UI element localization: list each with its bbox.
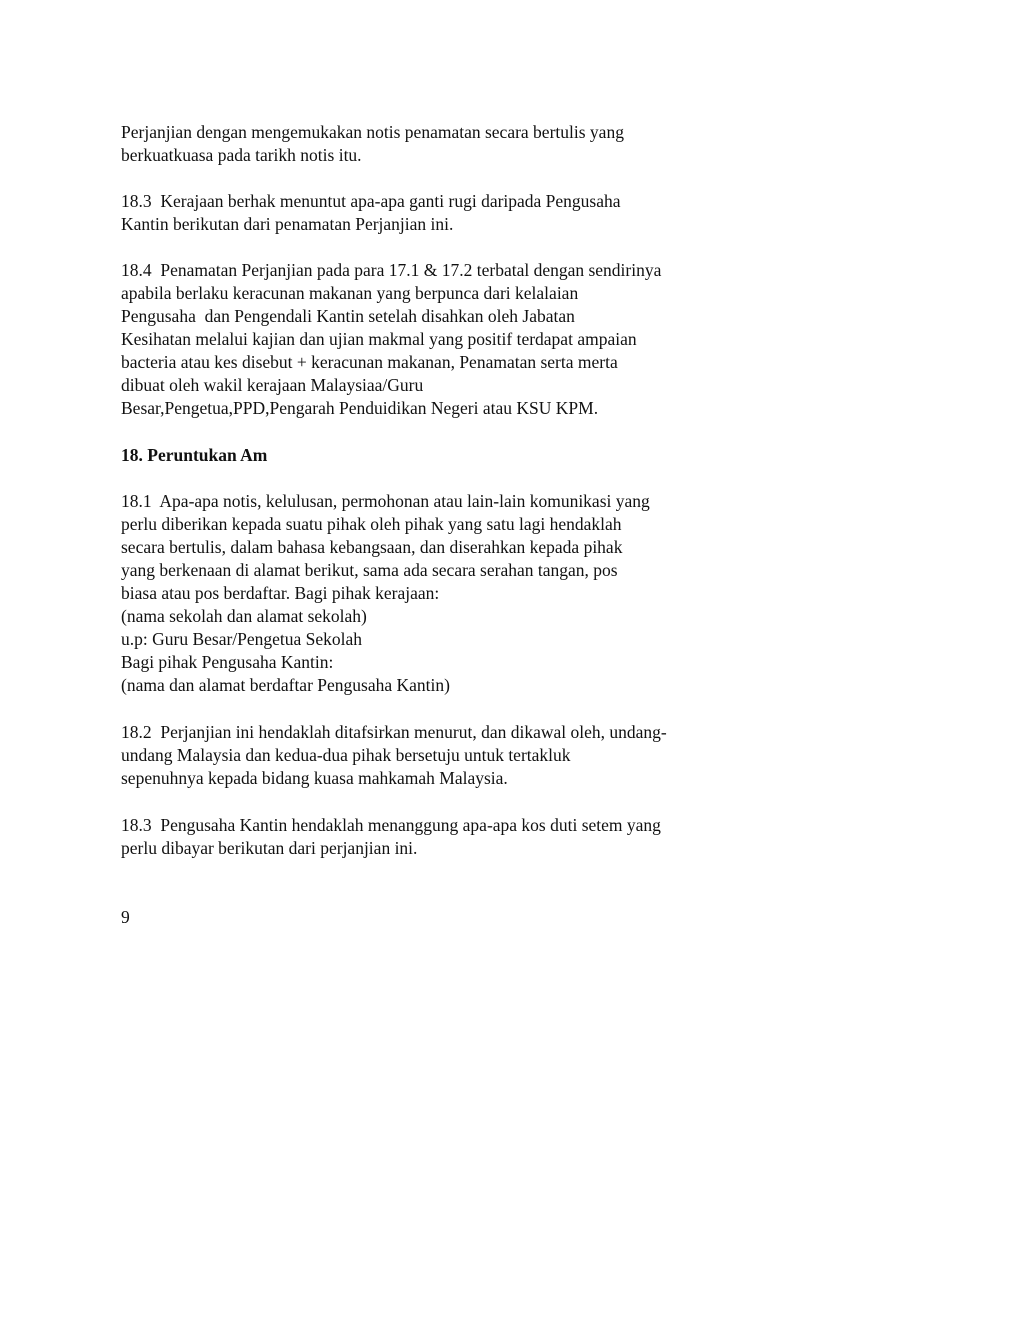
clause-18-2-line: 18.2 Perjanjian ini hendaklah ditafsirkan menurut, dan dikawal oleh, undang- [121,722,667,742]
clause-18-4-line: apabila berlaku keracunan makanan yang berpunca dari kelalaian [121,283,579,303]
clause-18-1-line: secara bertulis, dalam bahasa kebangsaan, dan diserahkan kepada pihak [121,537,623,557]
clause-18-1-line: (nama sekolah dan alamat sekolah) [121,606,367,626]
clause-18-4-line: Pengusaha dan Pengendali Kantin setelah disahkan oleh Jabatan [121,306,575,326]
clause-18-4-line: 18.4 Penamatan Perjanjian pada para 17.1 & 17.2 terbatal dengan sendirinya [121,260,662,280]
clause-18-3b-line: perlu dibayar berikutan dari perjanjian ini. [121,838,418,858]
clause-18-1-line: u.p: Guru Besar/Pengetua Sekolah [121,629,363,649]
paragraph-line: Perjanjian dengan mengemukakan notis penamatan secara bertulis yang [121,122,624,142]
clause-18-3-line: Kantin berikutan dari penamatan Perjanjian ini. [121,214,454,234]
clause-18-1-line: yang berkenaan di alamat berikut, sama ada secara serahan tangan, pos [121,560,618,580]
clause-18-1-line: (nama dan alamat berdaftar Pengusaha Kantin) [121,675,450,695]
clause-18-2-line: sepenuhnya kepada bidang kuasa mahkamah Malaysia. [121,768,508,788]
section-heading: 18. Peruntukan Am [121,445,268,465]
clause-18-2-line: undang Malaysia dan kedua-dua pihak bersetuju untuk tertakluk [121,745,571,765]
clause-18-4-line: Besar,Pengetua,PPD,Pengarah Penduidikan Negeri atau KSU KPM. [121,398,599,418]
paragraph-line: berkuatkuasa pada tarikh notis itu. [121,145,362,165]
clause-18-4-line: bacteria atau kes disebut + keracunan makanan, Penamatan serta merta [121,352,618,372]
clause-18-1-line: Bagi pihak Pengusaha Kantin: [121,652,334,672]
clause-18-1-line: perlu diberikan kepada suatu pihak oleh pihak yang satu lagi hendaklah [121,514,622,534]
clause-18-4-line: Kesihatan melalui kajian dan ujian makmal yang positif terdapat ampaian [121,329,637,349]
clause-18-1-line: 18.1 Apa-apa notis, kelulusan, permohonan atau lain-lain komunikasi yang [121,491,650,511]
clause-18-1-line: biasa atau pos berdaftar. Bagi pihak kerajaan: [121,583,440,603]
clause-18-3-line: 18.3 Kerajaan berhak menuntut apa-apa ganti rugi daripada Pengusaha [121,191,621,211]
clause-18-4-line: dibuat oleh wakil kerajaan Malaysiaa/Guru [121,375,424,395]
clause-18-3b-line: 18.3 Pengusaha Kantin hendaklah menanggung apa-apa kos duti setem yang [121,815,661,835]
page-number: 9 [121,907,130,927]
